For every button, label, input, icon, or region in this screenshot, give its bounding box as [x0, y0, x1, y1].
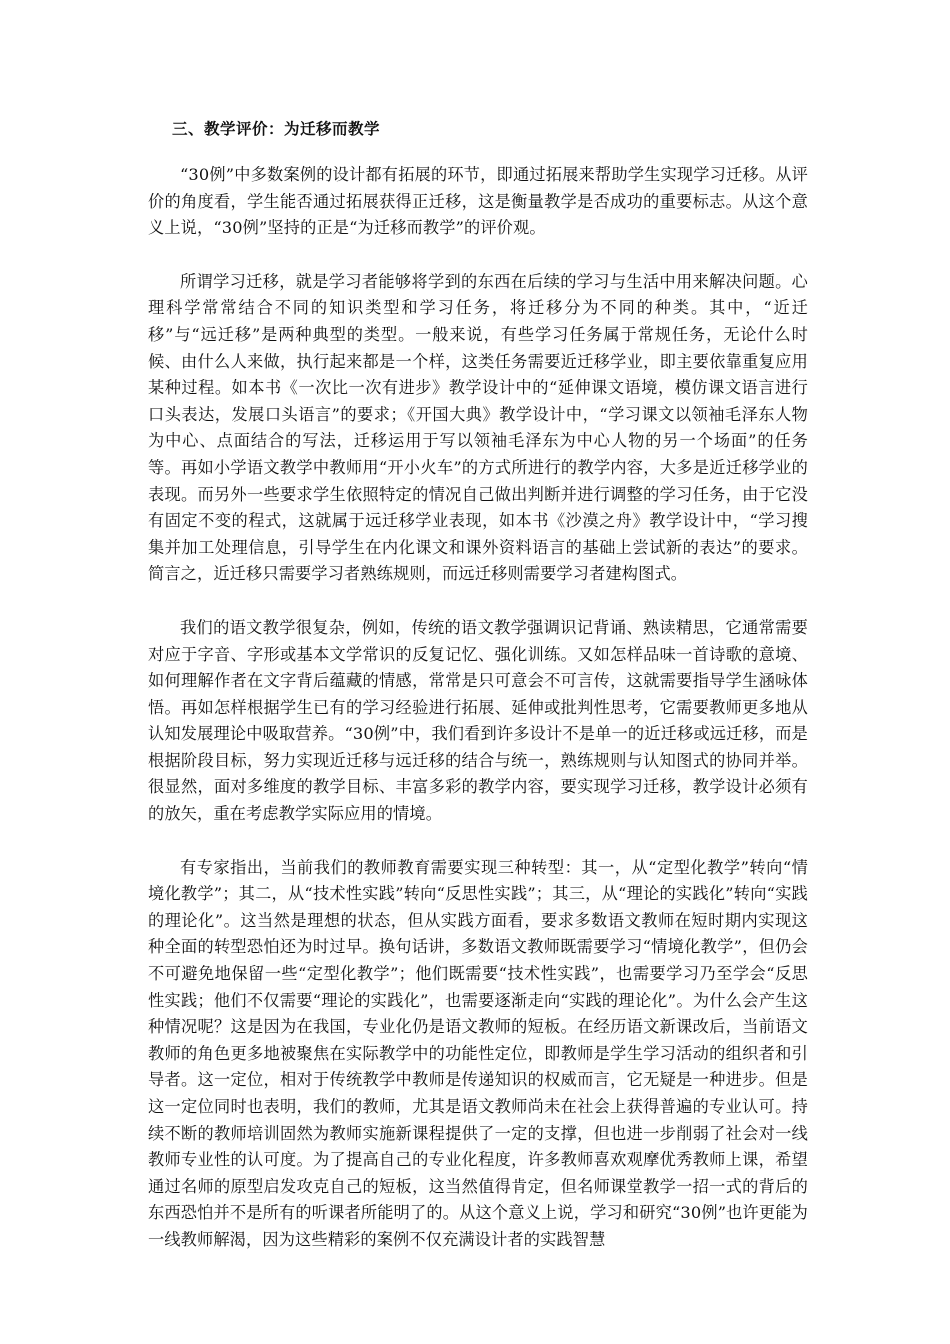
paragraph-2: 所谓学习迁移，就是学习者能够将学到的东西在后续的学习与生活中用来解决问题。心理科学常常结合不同的知识类型和学习任务，将迁移分为不同的种类。其中，“近迁移”与“远迁移”是两种典型的类型。一般来说，有些学习任务属于常规任务，无论什么时候、由什么人来做，执行起来都是一个样，这类任务需要近迁移学业，即主要依靠重复应用某种过程。如本书《一次比一次有进步》教学设计中的“延伸课文语境，模仿课文语言进行口头表达，发展口头语言”的要求；《开国大典》教学设计中，“学习课文以领袖毛泽东人物为中心、点面结合的写法，迁移运用于写以领袖毛泽东为中心人物的另一个场面”的任务等。再如小学语文教学中教师用“开小火车”的方式所进行的教学内容，大多是近迁移学业的表现。而另外一些要求学生依照特定的情况自己做出判断并进行调整的学习任务，由于它没有固定不变的程式，这就属于远迁移学业表现，如本书《沙漠之舟》教学设计中，“学习搜集并加工处理信息，引导学生在内化课文和课外资料语言的基础上尝试新的表达”的要求。简言之，近迁移只需要学习者熟练规则，而远迁移则需要学习者建构图式。 [148, 271, 808, 584]
paragraph-3: 我们的语文教学很复杂，例如，传统的语文教学强调识记背诵、熟读精思，它通常需要对应于字音、字形或基本文学常识的反复记忆、强化训练。又如怎样品味一首诗歌的意境、如何理解作者在文字背后蕴藏的情感，常常是只可意会不可言传，这就需要指导学生涵咏体悟。再如怎样根据学生已有的学习经验进行拓展、延伸或批判性思考，它需要教师更多地从认知发展理论中吸取营养。“30例”中，我们看到许多设计不是单一的近迁移或远迁移，而是根据阶段目标，努力实现近迁移与远迁移的结合与统一，熟练规则与认知图式的协同并举。很显然，面对多维度的教学目标、丰富多彩的教学内容，要实现学习迁移，教学设计必须有的放矢，重在考虑教学实际应用的情境。 [148, 617, 808, 824]
paragraph-1: “30例”中多数案例的设计都有拓展的环节，即通过拓展来帮助学生实现学习迁移。从评价的角度看，学生能否通过拓展获得正迁移，这是衡量教学是否成功的重要标志。从这个意义上说，“30例”坚持的正是“为迁移而教学”的评价观。 [148, 165, 808, 238]
section-heading: 三、教学评价：为迁移而教学 [172, 120, 381, 138]
paragraph-4: 有专家指出，当前我们的教师教育需要实现三种转型：其一，从“定型化教学”转向“情境化教学”；其二，从“技术性实践”转向“反思性实践”；其三，从“理论的实践化”转向“实践的理论化”。这当然是理想的状态，但从实践方面看，要求多数语文教师在短时期内实现这种全面的转型恐怕还为时过早。换句话讲，多数语文教师既需要学习“情境化教学”，但仍会不可避免地保留一些“定型化教学”；他们既需要“技术性实践”，也需要学习乃至学会“反思性实践；他们不仅需要“理论的实践化”，也需要逐渐走向“实践的理论化”。为什么会产生这种情况呢？这是因为在我国，专业化仍是语文教师的短板。在经历语文新课改后，当前语文教师的角色更多地被聚焦在实际教学中的功能性定位，即教师是学生学习活动的组织者和引导者。这一定位，相对于传统教学中教师是传递知识的权威而言，它无疑是一种进步。但是这一定位同时也表明，我们的教师，尤其是语文教师尚未在社会上获得普遍的专业认可。持续不断的教师培训固然为教师实施新课程提供了一定的支撑，但也进一步削弱了社会对一线教师专业性的认可度。为了提高自己的专业化程度，许多教师喜欢观摩优秀教师上课，希望通过名师的原型启发攻克自己的短板，这当然值得肯定，但名师课堂教学一招一式的背后的东西恐怕并不是所有的听课者所能明了的。从这个意义上说，学习和研究“30例”也许更能为一线教师解渴，因为这些精彩的案例不仅充满设计者的实践智慧 [148, 857, 808, 1249]
document-page [148, 118, 808, 1254]
